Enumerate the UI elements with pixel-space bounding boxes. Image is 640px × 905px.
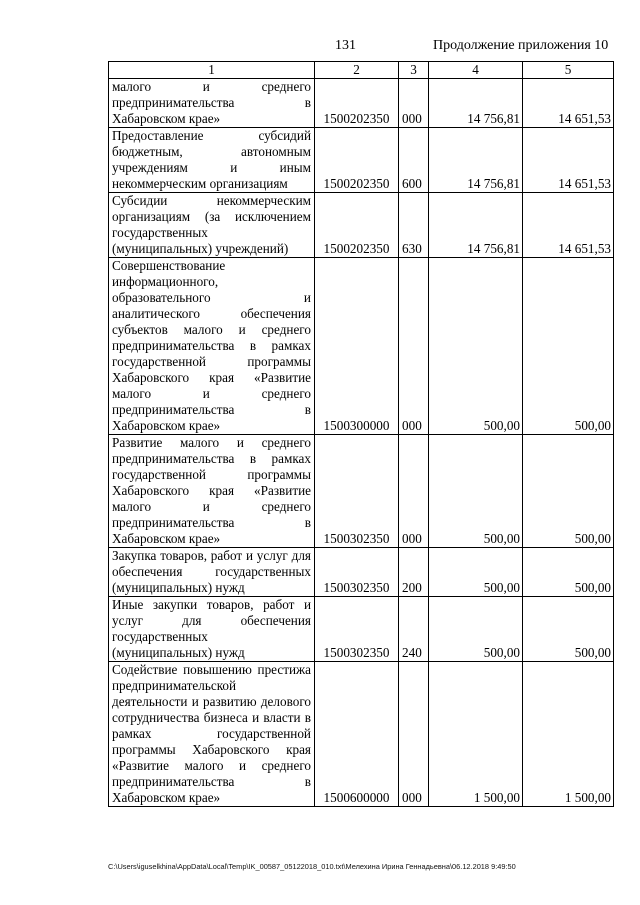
row-value-4: 500,00	[429, 435, 523, 548]
row-value-4: 14 756,81	[429, 128, 523, 193]
row-type: 600	[399, 128, 429, 193]
row-value-4: 500,00	[429, 258, 523, 435]
row-value-5: 500,00	[523, 548, 614, 597]
row-value-4: 500,00	[429, 597, 523, 662]
page-header	[0, 38, 640, 56]
row-value-5: 14 651,53	[523, 79, 614, 128]
page-number: 131	[335, 38, 356, 53]
row-value-4: 14 756,81	[429, 79, 523, 128]
table-row	[109, 662, 614, 807]
row-name: Содействие повышению престижа предпринимательской деятельности и развитию делового сотрудничества бизнеса и власти в рамках государственной программы Хабаровского края «Развитие малого и среднего предпринимательства в Хабаровском крае»	[109, 662, 315, 807]
row-value-5: 14 651,53	[523, 193, 614, 258]
row-code: 1500300000	[315, 258, 399, 435]
row-type: 000	[399, 79, 429, 128]
row-name: Развитие малого и среднего предпринимательства в рамках государственной программы Хабаровского края «Развитие малого и среднего предпринимательства в Хабаровском крае»	[109, 435, 315, 548]
row-value-5: 14 651,53	[523, 128, 614, 193]
row-name: Иные закупки товаров, работ и услуг для обеспечения государственных (муниципальных) нужд	[109, 597, 315, 662]
column-header: 1	[109, 62, 315, 79]
row-code: 1500202350	[315, 128, 399, 193]
column-header: 3	[399, 62, 429, 79]
table-row	[109, 435, 614, 548]
row-code: 1500202350	[315, 193, 399, 258]
table-row	[109, 258, 614, 435]
table-row	[109, 193, 614, 258]
budget-table	[108, 61, 614, 807]
row-code: 1500302350	[315, 548, 399, 597]
row-value-4: 1 500,00	[429, 662, 523, 807]
row-code: 1500600000	[315, 662, 399, 807]
row-value-4: 500,00	[429, 548, 523, 597]
file-path-footer: C:\Users\iguselkhina\AppData\Local\Temp\IK_00587_05122018_010.txt\Мелехина Ирина Геннадьевна\06.12.2018 9:49:50	[108, 862, 516, 871]
column-header: 5	[523, 62, 614, 79]
row-name: Совершенствование информационного, образовательного и аналитического обеспечения субъектов малого и среднего предпринимательства в рамках государственной программы Хабаровского края «Развитие малого и среднего предпринимательства в Хабаровском крае»	[109, 258, 315, 435]
table-row	[109, 597, 614, 662]
row-type: 000	[399, 258, 429, 435]
row-name: Закупка товаров, работ и услуг для обеспечения государственных (муниципальных) нужд	[109, 548, 315, 597]
column-header: 4	[429, 62, 523, 79]
table-row	[109, 128, 614, 193]
row-type: 000	[399, 662, 429, 807]
column-header: 2	[315, 62, 399, 79]
row-value-5: 1 500,00	[523, 662, 614, 807]
row-code: 1500302350	[315, 597, 399, 662]
row-value-4: 14 756,81	[429, 193, 523, 258]
table-row	[109, 79, 614, 128]
row-name: малого и среднего предпринимательства в Хабаровском крае»	[109, 79, 315, 128]
row-type: 630	[399, 193, 429, 258]
row-value-5: 500,00	[523, 597, 614, 662]
appendix-title: Продолжение приложения 10	[433, 38, 609, 53]
table-header-row	[109, 62, 614, 79]
row-name: Предоставление субсидий бюджетным, автономным учреждениям и иным некоммерческим организациям	[109, 128, 315, 193]
row-code: 1500202350	[315, 79, 399, 128]
row-value-5: 500,00	[523, 435, 614, 548]
row-code: 1500302350	[315, 435, 399, 548]
table-row	[109, 548, 614, 597]
row-type: 240	[399, 597, 429, 662]
row-type: 200	[399, 548, 429, 597]
row-type: 000	[399, 435, 429, 548]
row-value-5: 500,00	[523, 258, 614, 435]
row-name: Субсидии некоммерческим организациям (за исключением государственных (муниципальных) учреждений)	[109, 193, 315, 258]
